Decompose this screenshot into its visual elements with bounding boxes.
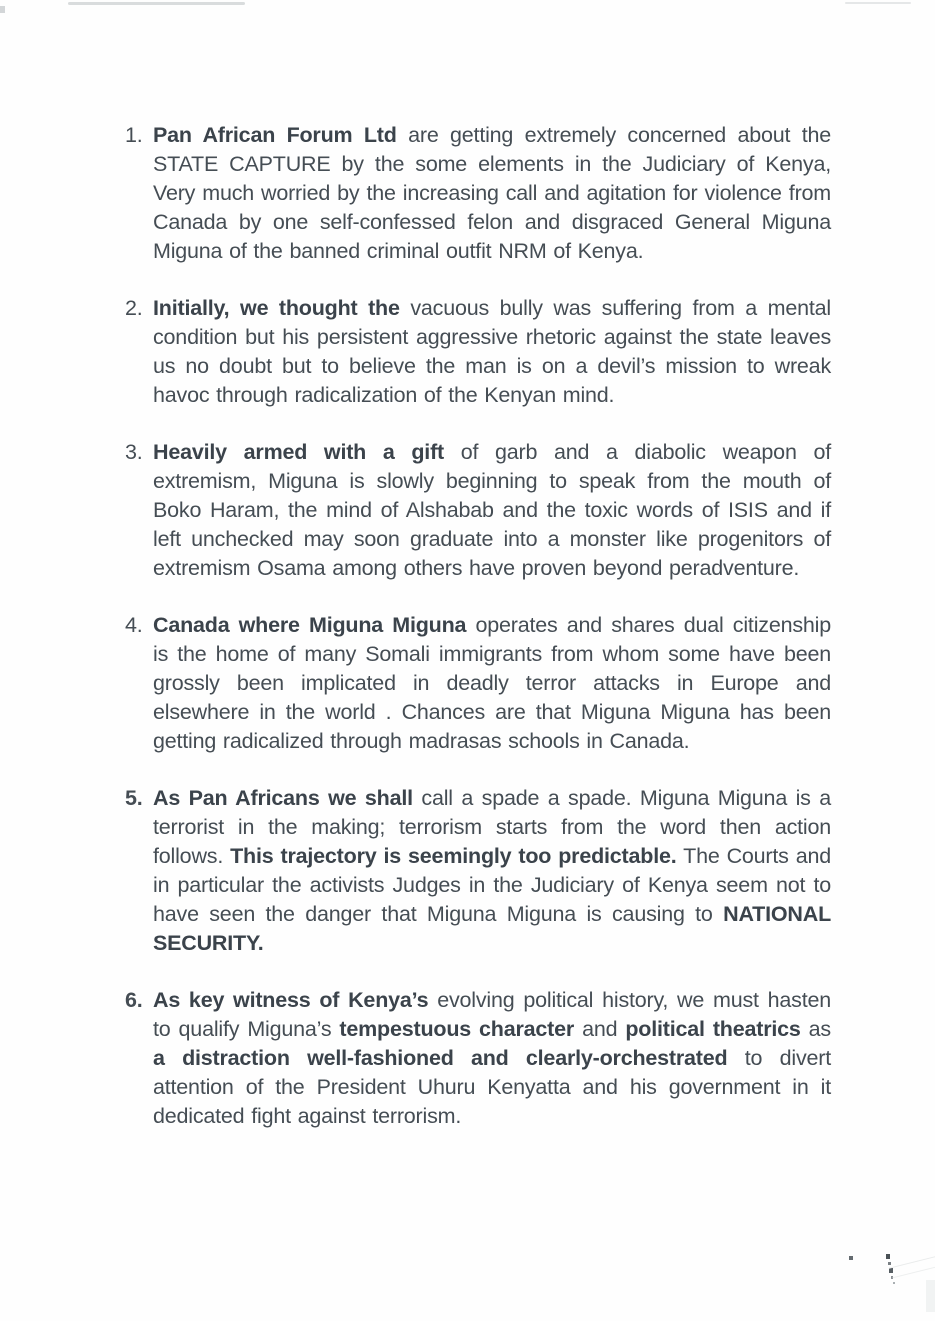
text-run-bold: tempestuous character	[339, 1017, 575, 1041]
text-run-bold: political theatrics	[625, 1017, 801, 1041]
text-run: vacuous bully was suffering from a mental condition but his persistent aggressive rhetoric against the state leaves us no doubt but to believe the man is on a devil’s mission to wreak havoc through radicalization of the Kenyan mind.	[153, 296, 831, 407]
scan-speck	[893, 1282, 895, 1284]
text-run-bold: This trajectory is seemingly too predictable.	[230, 844, 677, 868]
paragraph	[125, 986, 831, 1131]
text-run-bold: Heavily armed with a gift	[153, 440, 444, 464]
paragraph-number: 4.	[125, 613, 143, 637]
paragraph-text	[153, 123, 831, 263]
paragraph-list	[125, 121, 831, 1159]
paragraph-text	[153, 988, 831, 1128]
scan-speck	[886, 1254, 890, 1259]
paragraph	[125, 294, 831, 410]
scan-speck	[891, 1276, 893, 1279]
text-run-bold: Canada where Miguna Miguna	[153, 613, 467, 637]
paragraph	[125, 121, 831, 266]
paragraph	[125, 611, 831, 756]
text-run-bold: As Pan Africans we shall	[153, 786, 413, 810]
scan-scratch	[889, 1256, 935, 1269]
paragraph-text	[153, 786, 831, 955]
text-run: The Courts and in particular the activists Judges in the Judiciary of Kenya seem not to have seen the danger that Miguna Miguna is causing to	[153, 844, 831, 926]
text-run-bold: Initially, we thought the	[153, 296, 400, 320]
paragraph-number: 1.	[125, 123, 143, 147]
text-run: evolving political history, we must hasten to qualify Miguna’s	[153, 988, 831, 1041]
text-run: operates and shares dual citizenship is the home of many Somali immigrants from whom some have been grossly been implicated in deadly terror attacks in Europe and elsewhere in the world . Chances are that Miguna Miguna has been getting radicalized through madrasas schools in Canada.	[153, 613, 831, 753]
scan-scratch	[893, 1267, 935, 1279]
scan-edge-shadow	[926, 1280, 935, 1312]
paragraph-number: 5.	[125, 786, 143, 810]
text-run-bold: Pan African Forum Ltd	[153, 123, 397, 147]
text-run-bold: a distraction well-fashioned and clearly-orchestrated	[153, 1046, 728, 1070]
paragraph	[125, 784, 831, 958]
paragraph-number: 6.	[125, 988, 143, 1012]
text-run: are getting extremely concerned about the STATE CAPTURE by the some elements in the Judiciary of Kenya, Very much worried by the increasing call and agitation for violence from Canada by one self-confessed felon and disgraced General Miguna Miguna of the banned criminal outfit NRM of Kenya.	[153, 123, 831, 263]
paragraph-text	[153, 440, 831, 580]
text-run: to divert attention of the President Uhuru Kenyatta and his government in it dedicated fight against terrorism.	[153, 1046, 832, 1128]
scan-speck	[889, 1268, 893, 1273]
scan-smudge-top-left	[68, 2, 245, 5]
text-run: as	[800, 1017, 831, 1041]
paragraph-number: 2.	[125, 296, 143, 320]
scan-speck	[849, 1256, 853, 1260]
text-run: of garb and a diabolic weapon of extremism, Miguna is slowly beginning to speak from the mouth of Boko Haram, the mind of Alshabab and the toxic words of ISIS and if left unchecked may soon graduate into a monster like progenitors of extremism Osama among others have proven beyond peradventure.	[153, 440, 831, 580]
paragraph-number: 3.	[125, 440, 143, 464]
text-run-bold: As key witness of Kenya’s	[153, 988, 429, 1012]
paragraph-text	[153, 296, 831, 407]
text-run-bold: NATIONAL SECURITY.	[153, 902, 831, 955]
paragraph	[125, 438, 831, 583]
scan-mark-corner	[0, 6, 5, 13]
text-run: call a spade a spade. Miguna Miguna is a terrorist in the making; terrorism starts from the word then action follows.	[153, 786, 831, 868]
text-run: and	[574, 1017, 626, 1041]
scan-speck	[888, 1262, 891, 1265]
paragraph-text	[153, 613, 831, 753]
scan-smudge-top-right	[845, 2, 911, 4]
